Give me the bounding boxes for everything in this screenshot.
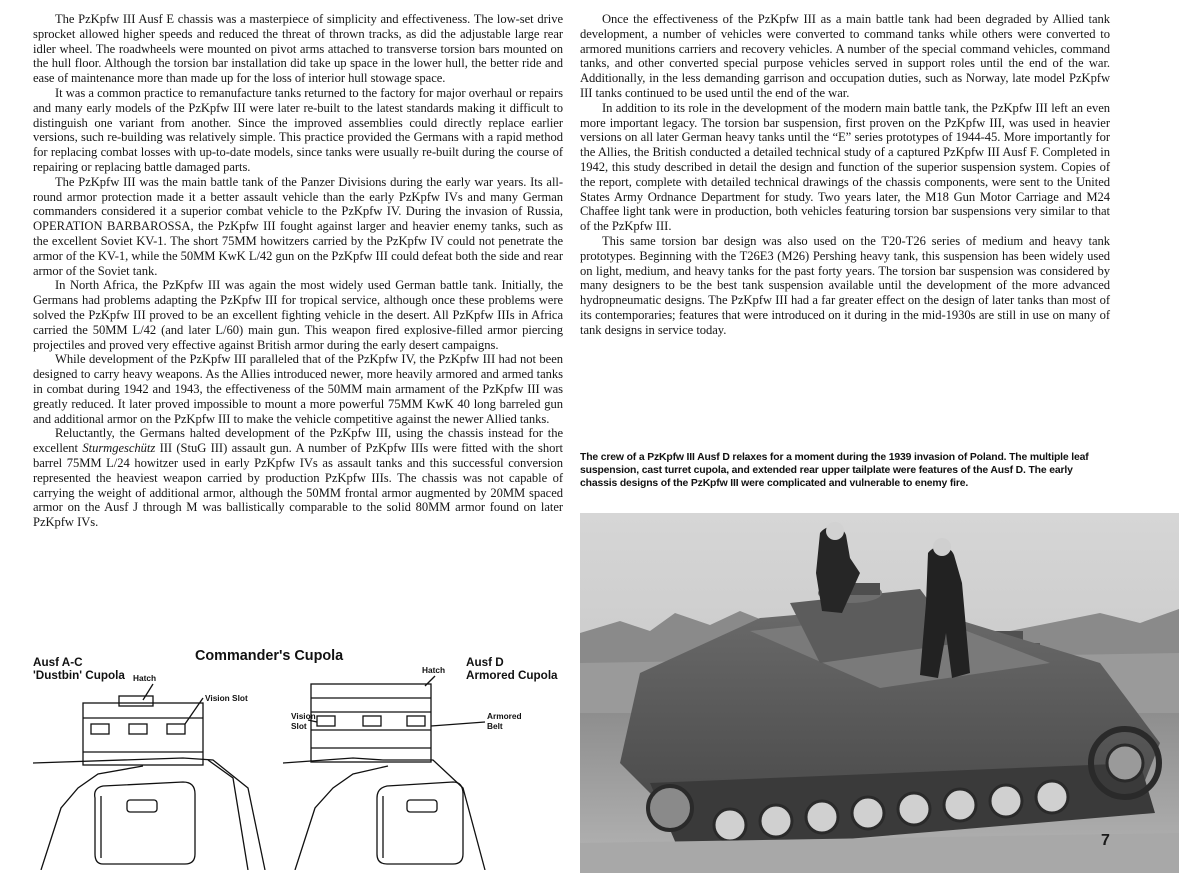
vision-slot-label-left: Vision Slot [205, 693, 248, 703]
vision-slot-label-right [291, 711, 316, 731]
body-paragraph: In addition to its role in the development of the modern main battle tank, the PzKpfw III left an even more important legacy. The torsion bar suspension, first proven on the PzKpfw III, was used in heavier versions on all later German heavy tanks until the “E” series prototypes of 1944-45. More importantly for the Allies, the British conducted a detailed technical study of a captured PzKpfw III Ausf F. Completed in 1942, this study described in detail the design and function of the superior suspension system. Copies of the report, complete with detailed technical drawings of the chassis components, were sent to the United States Army Ordnance Department for study. Two years later, the M18 Gun Motor Carriage and M24 Chaffee light tank were in production, both vehicles featuring torsion bar suspensions very similar to that of the PzKpfw III. [580, 100, 1110, 234]
page-number: 7 [1101, 832, 1110, 849]
variant-line: Armored Cupola [466, 669, 558, 682]
tank-photo-illustration [580, 513, 1179, 873]
body-paragraph: It was a common practice to remanufacture tanks returned to the factory for major overhaul or repairs and many early models of the PzKpfw III were later re-built to the latest standards making it difficult to distinguish one variant from another. Since the improved assemblies could directly replace earlier versions, such re-building was relatively simple. This practice provided the Germans with a rapid method for replacing combat losses with up-to-date models, since tanks were usually re-built during the course of repairing or replacing battle damaged parts. [33, 85, 563, 174]
body-paragraph-last [33, 426, 563, 530]
hatch-label-right: Hatch [422, 665, 446, 675]
variant-line: 'Dustbin' Cupola [33, 669, 125, 682]
body-paragraph: This same torsion bar design was also used on the T20-T26 series of medium and heavy tank prototypes. Beginning with the T26E3 (M26) Pershing heavy tank, this suspension has been widely used on light, medium, and heavy tanks for the past forty years. The torsion bar suspension was considered by many designers to be the best tank suspension available until the development of the more advanced hydropneumatic designs. The PzKpfw III had a far greater effect on the design of later tanks than most of its contemporaries; features that were introduced on it during in the mid-1930s are still in use on many of tank designs in service today. [580, 233, 1110, 337]
body-paragraph: While development of the PzKpfw III paralleled that of the PzKpfw IV, the PzKpfw III had not been designed to carry heavy weapons. As the Allies introduced newer, more heavily armored and armed tanks in combat during 1942 and 1943, the effectiveness of the 50MM main armament of the PzKpfw III was greatly reduced. It later proved impossible to mount a more powerful 75MM KwK 40 long barreled gun and additional armor on the PzKpfw III to make the vehicle competitive against the newer Allied tanks. [33, 352, 563, 426]
text-segment: Reluctantly, the Germans halted development of the PzKpfw III, using the chassis instead for the excellent [33, 426, 563, 456]
photo-caption: The crew of a PzKpfw III Ausf D relaxes for a moment during the 1939 invasion of Poland. The multiple leaf suspension, cast turret cupola, and extended rear upper tailplate were features of the Ausf D. The early chassis designs of the PzKpfw III were complicated and vulnerable to enemy fire. [580, 452, 1089, 490]
armored-belt-label [487, 711, 522, 731]
label-line: Armored [487, 711, 522, 721]
hatch-label-left: Hatch [133, 673, 157, 683]
label-line: Vision [291, 711, 316, 721]
label-line: Slot [291, 721, 307, 731]
right-text-column [580, 12, 1110, 338]
variant-line: Ausf D [466, 656, 504, 669]
label-line: Belt [487, 721, 503, 731]
ausf-d-label [466, 656, 558, 682]
body-paragraph: The PzKpfw III was the main battle tank of the Panzer Divisions during the early war years. Its all-round armor protection made it a better assault vehicle than the early PzKpfw IVs and many German commanders considered it a superior combat vehicle to the PzKpfw IV. During the invasion of Russia, OPERATION BARBAROSSA, the PzKpfw III fought against larger and heavier enemy tanks, such as the excellent Soviet KV-1. The short 75MM howitzers carried by the PzKpfw IV could not penetrate the armor of the KV-1, while the 50MM KwK L/42 gun on the PzKpfw III could defeat both the side and rear armor of the Soviet tank. [33, 174, 563, 278]
body-paragraph: The PzKpfw III Ausf E chassis was a masterpiece of simplicity and effectiveness. The low-set drive sprocket allowed higher speeds and reduced the threat of thrown tracks, as did the adjustable large rear idler wheel. The roadwheels were mounted on pivot arms attached to transverse torsion bars mounted on the hull floor. Although the torsion bar installation did take up space in the lower hull, the better ride and ease of maintenance more than made up for the loss of interior hull stowage space. [33, 12, 563, 86]
cupola-diagram [33, 648, 573, 870]
tank-photo [580, 513, 1179, 873]
diagram-title: Commander's Cupola [195, 648, 344, 664]
text-segment: III (StuG III) assault gun. A number of PzKpfw IIIs were fitted with the short barrel 75MM L/24 howitzer used in early PzKpfw IVs as assault tanks and this successful conversion represented the heaviest weapon carried by production PzKpfw IIIs. The chassis was not capable of carrying the weight of additional armor, although the 50MM frontal armor augmented by 20MM spaced armor on the Ausf J through M was ballistically comparable to the solid 80MM armor found on later PzKpfw IVs. [33, 441, 563, 530]
left-text-column [33, 12, 563, 530]
body-paragraph: In North Africa, the PzKpfw III was again the most widely used German battle tank. Initially, the Germans had problems adapting the PzKpfw III for tropical service, although once these problems were solved the PzKpfw III proved to be an excellent fighting vehicle in the desert. All PzKpfw IIIs in Africa carried the 50MM L/42 (and later L/60) main gun. This weapon fired explosive-filled armor piercing projectiles and proved very effective against British armor during the early desert campaigns. [33, 278, 563, 352]
italic-term: Sturmgeschütz [82, 441, 156, 456]
variant-line: Ausf A-C [33, 656, 83, 669]
ausf-ac-label [33, 656, 125, 682]
body-paragraph: Once the effectiveness of the PzKpfw III as a main battle tank had been degraded by Allied tank development, a number of vehicles were converted to command tanks while others were converted to armored munitions carriers and recovery vehicles. A number of the special command vehicles, command tanks, and other converted special purpose vehicles served in support roles until the end of the war. Additionally, in the less demanding garrison and occupation duties, such as Norway, late model PzKpfw III tanks continued to be used until the end of the war. [580, 12, 1110, 100]
